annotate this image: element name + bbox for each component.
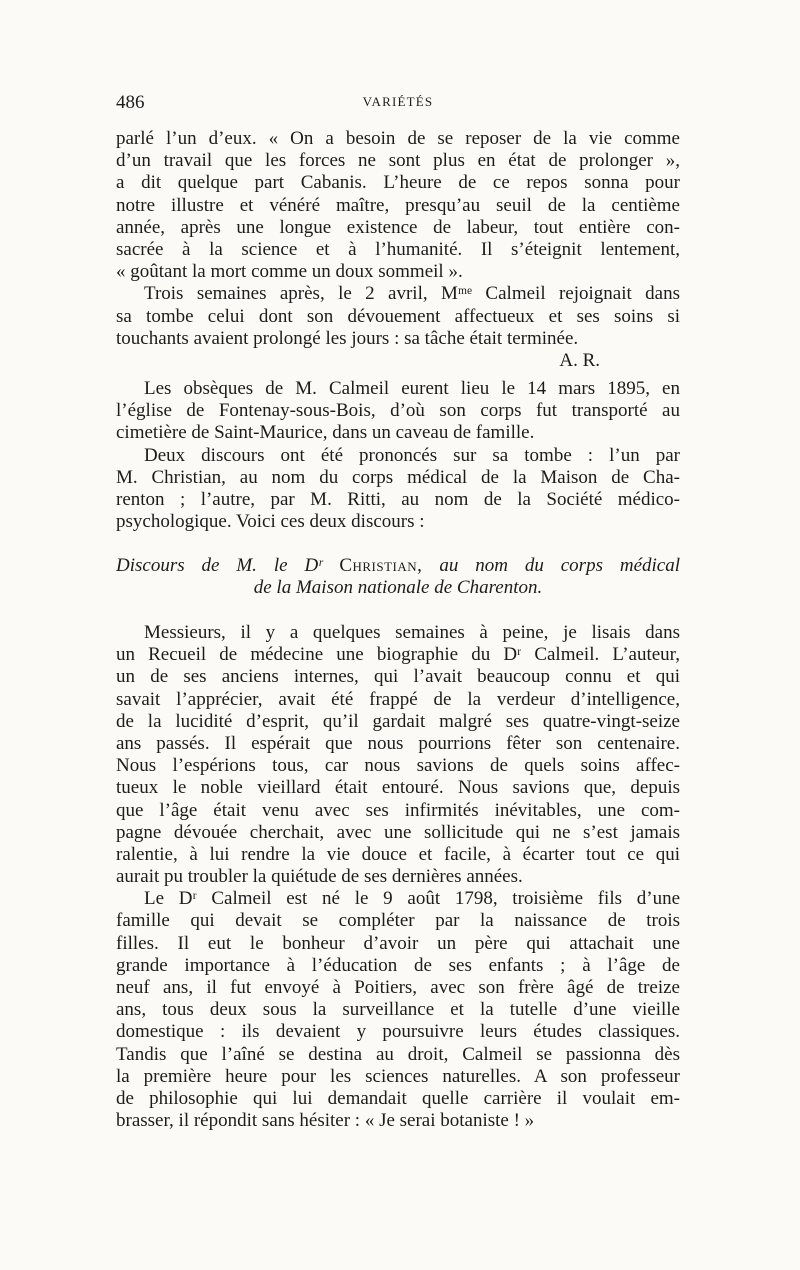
speech-title-suffix: au nom du corps médical — [439, 555, 681, 576]
text-line: « goûtant la mort comme un doux sommeil ». — [116, 261, 463, 283]
speech-title — [116, 555, 680, 599]
text-line: neuf ans, il fut envoyé à Poitiers, avec son frère âgé de treize — [116, 977, 680, 998]
text-line: Le Dʳ Calmeil est né le 9 août 1798, troisième fils d’une — [144, 888, 680, 910]
text-line: parlé l’un d’eux. « On a besoin de se reposer de la vie comme — [116, 128, 680, 149]
speech-title-line: de la Maison nationale de Charenton. — [253, 577, 543, 599]
text-line: filles. Il eut le bonheur d’avoir un père qui attachait une — [116, 932, 680, 954]
text-line: la première heure pour les sciences naturelles. A son professeur — [116, 1065, 680, 1087]
text-line: année, après une longue existence de labeur, tout entière con- — [116, 216, 680, 238]
text-line: sa tombe celui dont son dévouement affectueux et ses soins si — [116, 305, 680, 327]
text-line: pagne dévouée cherchait, avec une sollicitude qui ne s’est jamais — [116, 821, 680, 843]
funeral-paragraph — [116, 378, 680, 533]
page-header — [116, 92, 680, 116]
text-line: de la lucidité d’esprit, qu’il gardait malgré ses quatre-vingt-seize — [116, 710, 680, 732]
text-line: a dit quelque part Cabanis. L’heure de ce repos sonna pour — [116, 172, 680, 194]
text-line: que l’âge était venu avec ses infirmités inévitables, une com- — [116, 799, 680, 821]
text-line: d’un travail que les forces ne sont plus en état de prolonger », — [116, 150, 680, 172]
text-line: ans, tous deux sous la surveillance et la tutelle d’une vieille — [116, 999, 680, 1021]
text-line: psychologique. Voici ces deux discours : — [116, 511, 425, 533]
text-line: de philosophie qui lui demandait quelle carrière il voulait em- — [116, 1087, 680, 1109]
text-line: domestique : ils devaient y poursuivre leurs études classiques. — [116, 1021, 680, 1043]
text-line: Messieurs, il y a quelques semaines à peine, je lisais dans — [144, 622, 680, 643]
running-title: VARIÉTÉS — [362, 94, 434, 109]
page-number: 486 — [116, 92, 145, 113]
text-line: brasser, il répondit sans hésiter : « Je serai botaniste ! » — [116, 1110, 535, 1132]
text-line: sacrée à la science et à l’humanité. Il s’éteignit lentement, — [116, 238, 680, 260]
text-line: aurait pu troubler la quiétude de ses dernières années. — [116, 866, 523, 888]
text-line: touchants avaient prolongé les jours : sa tâche était terminée. — [116, 327, 579, 349]
text-line: savait l’apprécier, avait été frappé de la verdeur d’intelligence, — [116, 688, 680, 710]
text-line: cimetière de Saint-Maurice, dans un caveau de famille. — [116, 422, 535, 444]
text-line: un de ses anciens internes, qui l’avait beaucoup connu et qui — [116, 666, 680, 688]
author-signature: A. R. — [559, 349, 600, 371]
text-line: ralentie, à lui rendre la vie douce et facile, à écarter tout ce qui — [116, 843, 680, 865]
obituary-conclusion — [116, 128, 680, 372]
text-line: l’église de Fontenay-sous-Bois, d’où son corps fut transporté au — [116, 400, 680, 422]
text-line: notre illustre et vénéré maître, presqu’au seuil de la centième — [116, 194, 680, 216]
text-line: Tandis que l’aîné se destina au droit, Calmeil se passionna dès — [116, 1043, 680, 1065]
text-line: un Recueil de médecine une biographie du Dʳ Calmeil. L’auteur, — [116, 644, 680, 666]
text-line: Nous l’espérions tous, car nous savions de quels soins affec- — [116, 755, 680, 777]
text-line: M. Christian, au nom du corps médical de la Maison de Cha- — [116, 466, 680, 488]
text-line: renton ; l’autre, par M. Ritti, au nom de la Société médico- — [116, 488, 680, 510]
text-line: Trois semaines après, le 2 avril, Mᵐᵉ Calmeil rejoignait dans — [144, 283, 680, 305]
text-line: famille qui devait se compléter par la naissance de trois — [116, 910, 680, 932]
speech-text — [116, 622, 680, 1132]
text-line: grande importance à l’éducation de ses enfants ; à l’âge de — [116, 954, 680, 976]
text-line: ans passés. Il espérait que nous pourrions fêter son centenaire. — [116, 732, 680, 754]
text-line: Deux discours ont été prononcés sur sa tombe : l’un par — [144, 444, 680, 466]
text-line: Les obsèques de M. Calmeil eurent lieu le 14 mars 1895, en — [144, 378, 680, 399]
speaker-name: Christian, — [339, 555, 423, 576]
speech-title-line — [116, 555, 680, 577]
speech-title-prefix: Discours de M. le Dʳ — [116, 555, 323, 576]
text-line: tueux le noble vieillard était entouré. Nous savions que, depuis — [116, 777, 680, 799]
